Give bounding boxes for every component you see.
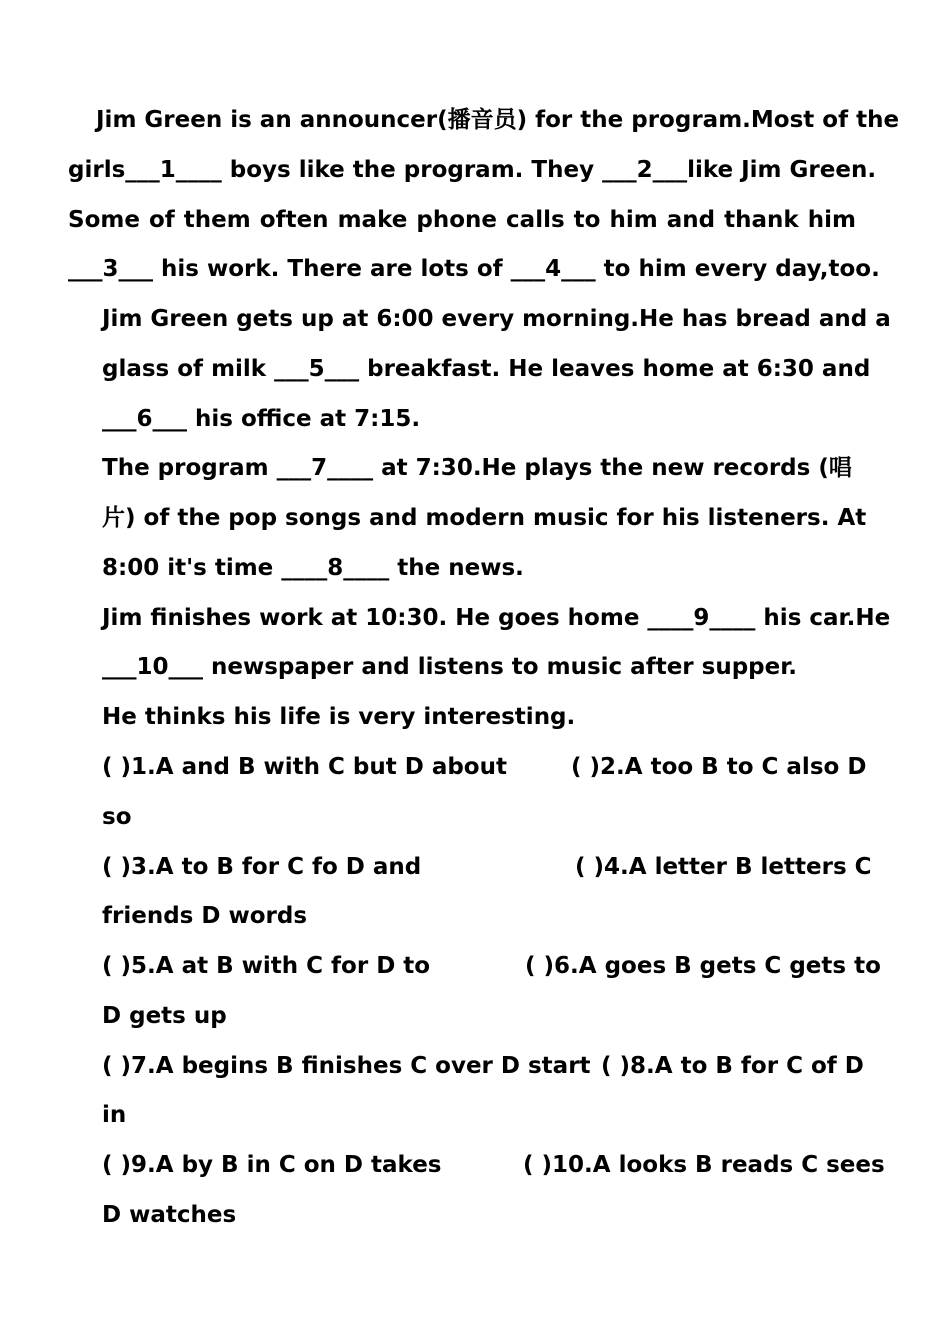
question-2-continued: so	[102, 804, 132, 830]
question-8-continued: in	[102, 1102, 127, 1128]
passage-line: glass of milk ___5___ breakfast. He leaves home at 6:30 and	[102, 356, 871, 382]
passage-line: 片) of the pop songs and modern music for his listeners. At	[102, 505, 867, 531]
passage-line: Jim Green is an announcer(播音员) for the program.Most of the	[96, 107, 900, 133]
passage-line: Jim Green gets up at 6:00 every morning.He has bread and a	[102, 306, 891, 332]
question-10-continued: D watches	[102, 1202, 237, 1228]
passage-line: Some of them often make phone calls to him and thank him	[68, 207, 856, 233]
passage-line: ___3___ his work. There are lots of ___4___ to him every day,too.	[68, 256, 880, 282]
question-6-continued: D gets up	[102, 1003, 227, 1029]
passage-line: ___10___ newspaper and listens to music after supper.	[102, 654, 798, 680]
passage-line: Jim finishes work at 10:30. He goes home ____9____ his car.He	[102, 605, 891, 631]
question-3: ( )3.A to B for C fo D and	[102, 854, 422, 880]
question-7: ( )7.A begins B finishes C over D start	[102, 1053, 591, 1079]
question-2: ( )2.A too B to C also D	[571, 754, 867, 780]
question-9: ( )9.A by B in C on D takes	[102, 1152, 442, 1178]
question-4-continued: friends D words	[102, 903, 308, 929]
question-4: ( )4.A letter B letters C	[575, 854, 872, 880]
question-10: ( )10.A looks B reads C sees	[523, 1152, 885, 1178]
question-6: ( )6.A goes B gets C gets to	[525, 953, 881, 979]
question-8: ( )8.A to B for C of D	[601, 1053, 864, 1079]
passage-line: girls___1____ boys like the program. They ___2___like Jim Green.	[68, 157, 877, 183]
question-5: ( )5.A at B with C for D to	[102, 953, 431, 979]
passage-line: ___6___ his office at 7:15.	[102, 406, 421, 432]
passage-line: He thinks his life is very interesting.	[102, 704, 576, 730]
passage-line: The program ___7____ at 7:30.He plays the new records (唱	[102, 455, 852, 481]
passage-line: 8:00 it's time ____8____ the news.	[102, 555, 524, 581]
question-1: ( )1.A and B with C but D about	[102, 754, 507, 780]
